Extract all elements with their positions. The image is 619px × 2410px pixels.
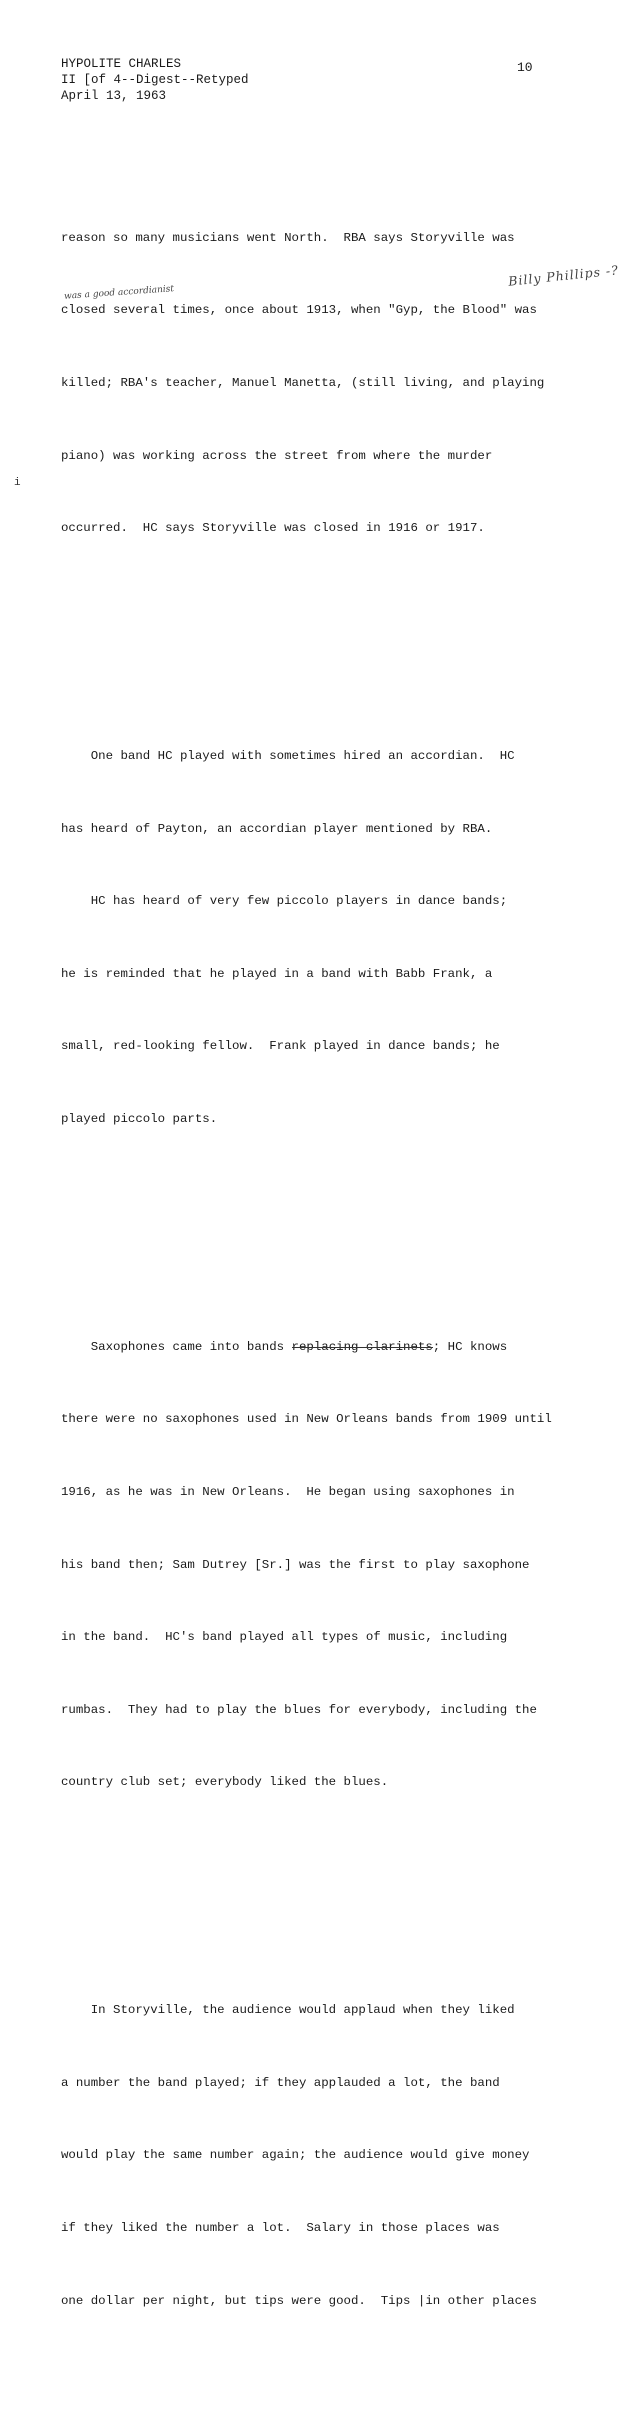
page-number: 10 <box>517 60 533 75</box>
transcript-body <box>61 129 561 2410</box>
text-line: he is reminded that he played in a band with Babb Frank, a <box>61 966 493 981</box>
text-line: occurred. HC says Storyville was closed in 1916 or 1917. <box>61 521 485 536</box>
text-fragment: ; HC knows <box>432 1339 508 1354</box>
header-date: April 13, 1963 <box>61 89 167 103</box>
text-line: if they liked the number a lot. Salary in those places was <box>61 2220 500 2235</box>
handwritten-annotation: Billy Phillips -? <box>507 262 619 289</box>
text-line: country club set; everybody liked the blues. <box>61 1775 389 1790</box>
text-line: one dollar per night, but tips were good. Tips |in other places <box>61 2293 537 2308</box>
text-line: In Storyville, the audience would applaud when they liked <box>61 2003 515 2018</box>
text-fragment: Saxophones came into bands <box>61 1339 292 1354</box>
text-line: killed; RBA's teacher, Manuel Manetta, (still living, and playing <box>61 376 545 390</box>
text-line: closed several times, once about 1913, when "Gyp, the Blood" was <box>61 303 537 318</box>
paragraph-4 <box>61 1950 561 2361</box>
paragraph-2 <box>61 696 561 1180</box>
paragraph-3 <box>61 1286 561 1843</box>
text-line: HC has heard of very few piccolo players in dance bands; <box>61 894 508 909</box>
text-line: piano) was working across the street from where the murder <box>61 448 493 463</box>
text-line: a number the band played; if they applauded a lot, the band <box>61 2075 500 2090</box>
text-line: has heard of Payton, an accordian player mentioned by RBA. <box>61 821 493 836</box>
page-header <box>61 56 249 104</box>
margin-mark: i <box>14 477 21 489</box>
text-line: small, red-looking fellow. Frank played in dance bands; he <box>61 1039 500 1054</box>
overstruck-text: replacing clarinets <box>292 1335 433 1359</box>
text-line: One band HC played with sometimes hired an accordian. HC <box>61 749 515 763</box>
handwritten-annotation: was a good accordianist <box>63 284 175 302</box>
text-line: reason so many musicians went North. RBA says Storyville was <box>61 230 515 245</box>
paragraph-1 <box>61 177 561 588</box>
text-line: in the band. HC's band played all types of music, including <box>61 1630 508 1645</box>
text-line: 1916, as he was in New Orleans. He began using saxophones in <box>61 1484 515 1499</box>
text-line: played piccolo parts. <box>61 1111 218 1126</box>
header-reel: II [of 4--Digest--Retyped <box>61 73 249 87</box>
text-line: his band then; Sam Dutrey [Sr.] was the first to play saxophone <box>61 1557 530 1572</box>
text-line <box>61 1335 561 1359</box>
text-line: would play the same number again; the audience would give money <box>61 2148 530 2163</box>
text-line: rumbas. They had to play the blues for everybody, including the <box>61 1702 537 1717</box>
header-name: HYPOLITE CHARLES <box>61 57 182 71</box>
text-line: there were no saxophones used in New Orleans bands from 1909 until <box>61 1412 552 1427</box>
